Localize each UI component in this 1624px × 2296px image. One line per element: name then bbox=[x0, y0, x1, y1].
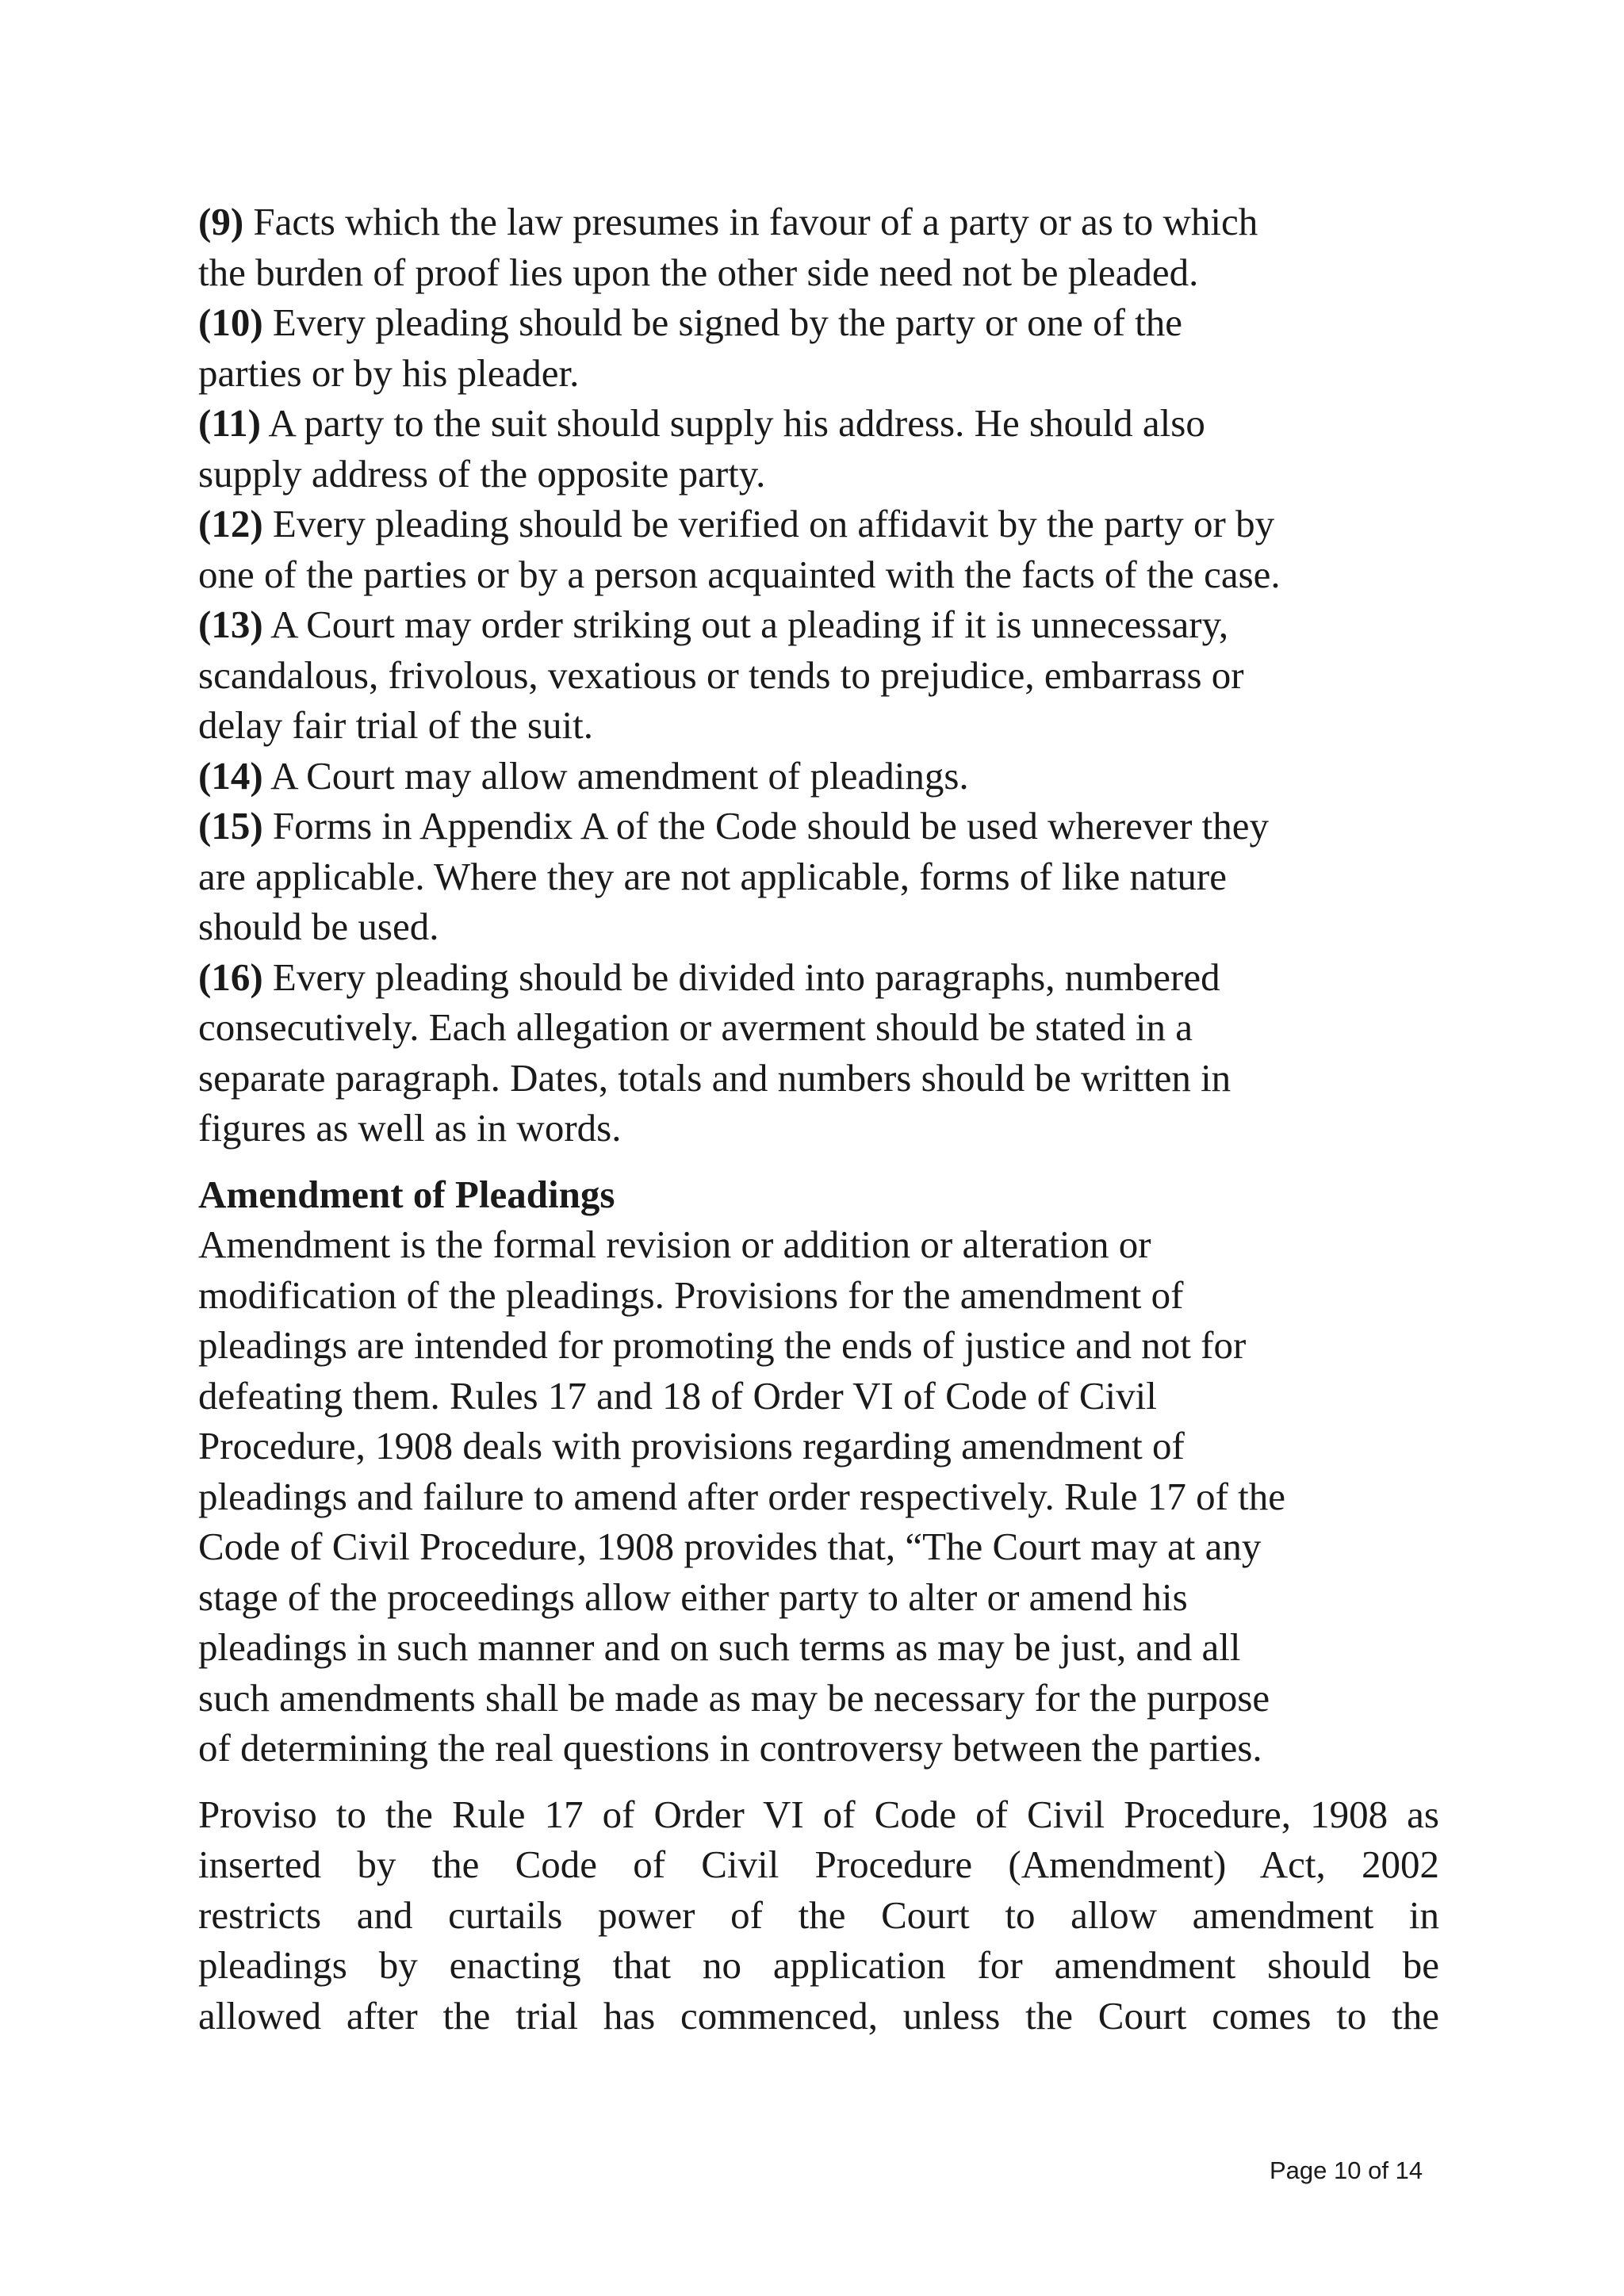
paragraph-line: defeating them. Rules 17 and 18 of Order VI of Code of Civil bbox=[198, 1373, 1157, 1418]
item-number: (9) bbox=[198, 200, 244, 243]
list-item-16 bbox=[198, 952, 1439, 1154]
item-text: Every pleading should be signed by the party or one of the bbox=[262, 300, 1183, 344]
paragraph-line: such amendments shall be made as may be necessary for the purpose bbox=[198, 1675, 1270, 1720]
paragraph-line: allowed after the trial has commenced, unless the Court comes to the bbox=[198, 1993, 1439, 2038]
item-text: Every pleading should be verified on affidavit by the party or by bbox=[262, 502, 1275, 545]
list-item-14 bbox=[198, 751, 1439, 802]
item-text: separate paragraph. Dates, totals and numbers should be written in bbox=[198, 1055, 1231, 1100]
list-item-12 bbox=[198, 499, 1439, 599]
paragraph-line: stage of the proceedings allow either party to alter or amend his bbox=[198, 1575, 1188, 1619]
paragraph-line: Code of Civil Procedure, 1908 provides that, “The Court may at any bbox=[198, 1525, 1262, 1568]
item-text: A party to the suit should supply his address. He should also bbox=[260, 401, 1205, 445]
item-number: (13) bbox=[198, 603, 263, 646]
item-text: consecutively. Each allegation or averment should be stated in a bbox=[198, 1005, 1193, 1049]
paragraph-line: pleadings and failure to amend after order respectively. Rule 17 of the bbox=[198, 1474, 1286, 1518]
item-text: A Court may allow amendment of pleadings. bbox=[262, 753, 969, 798]
item-number: (14) bbox=[198, 753, 263, 798]
page-number: Page 10 of 14 bbox=[1270, 2156, 1423, 2184]
item-number: (15) bbox=[198, 804, 263, 848]
list-item-15 bbox=[198, 801, 1439, 952]
item-number: (16) bbox=[198, 955, 263, 999]
item-text: supply address of the opposite party. bbox=[198, 451, 766, 496]
paragraph-amendment bbox=[198, 1219, 1439, 1774]
item-text: the burden of proof lies upon the other side need not be pleaded. bbox=[198, 250, 1199, 294]
list-item-11 bbox=[198, 398, 1439, 499]
item-text: Forms in Appendix A of the Code should be used wherever they bbox=[262, 804, 1270, 848]
paragraph-line: inserted by the Code of Civil Procedure (Amendment) Act, 2002 bbox=[198, 1843, 1439, 1886]
item-text: figures as well as in words. bbox=[198, 1106, 622, 1150]
item-text: are applicable. Where they are not applicable, forms of like nature bbox=[198, 854, 1227, 898]
list-item-13 bbox=[198, 599, 1439, 751]
list-item-9 bbox=[198, 197, 1439, 297]
item-text: Every pleading should be divided into paragraphs, numbered bbox=[262, 955, 1220, 999]
paragraph-line: of determining the real questions in controversy between the parties. bbox=[198, 1726, 1262, 1770]
item-text: scandalous, frivolous, vexatious or tends to prejudice, embarrass or bbox=[198, 652, 1244, 697]
paragraph-line: modification of the pleadings. Provisions for the amendment of bbox=[198, 1272, 1184, 1317]
item-text: delay fair trial of the suit. bbox=[198, 703, 593, 747]
item-text: one of the parties or by a person acquainted with the facts of the case. bbox=[198, 552, 1281, 596]
paragraph-line: restricts and curtails power of the Court to allow amendment in bbox=[198, 1892, 1439, 1937]
paragraph-proviso bbox=[198, 1789, 1439, 2042]
paragraph-line: Amendment is the formal revision or addition or alteration or bbox=[198, 1223, 1151, 1266]
item-number: (11) bbox=[198, 401, 261, 445]
item-text: should be used. bbox=[198, 905, 439, 948]
page-content bbox=[198, 197, 1439, 2041]
item-text: A Court may order striking out a pleading if it is unnecessary, bbox=[262, 603, 1229, 646]
item-number: (10) bbox=[198, 300, 263, 344]
paragraph-line: pleadings by enacting that no application for amendment should be bbox=[198, 1943, 1439, 1987]
paragraph-line: pleadings in such manner and on such terms as may be just, and all bbox=[198, 1625, 1241, 1669]
list-item-10 bbox=[198, 297, 1439, 398]
paragraph-line: Procedure, 1908 deals with provisions regarding amendment of bbox=[198, 1424, 1185, 1468]
paragraph-line: Proviso to the Rule 17 of Order VI of Code of Civil Procedure, 1908 as bbox=[198, 1792, 1439, 1836]
section-heading: Amendment of Pleadings bbox=[198, 1172, 615, 1216]
item-number: (12) bbox=[198, 502, 263, 545]
paragraph-line: pleadings are intended for promoting the ends of justice and not for bbox=[198, 1323, 1247, 1367]
item-text: Facts which the law presumes in favour of a party or as to which bbox=[243, 200, 1258, 243]
item-text: parties or by his pleader. bbox=[198, 350, 580, 395]
